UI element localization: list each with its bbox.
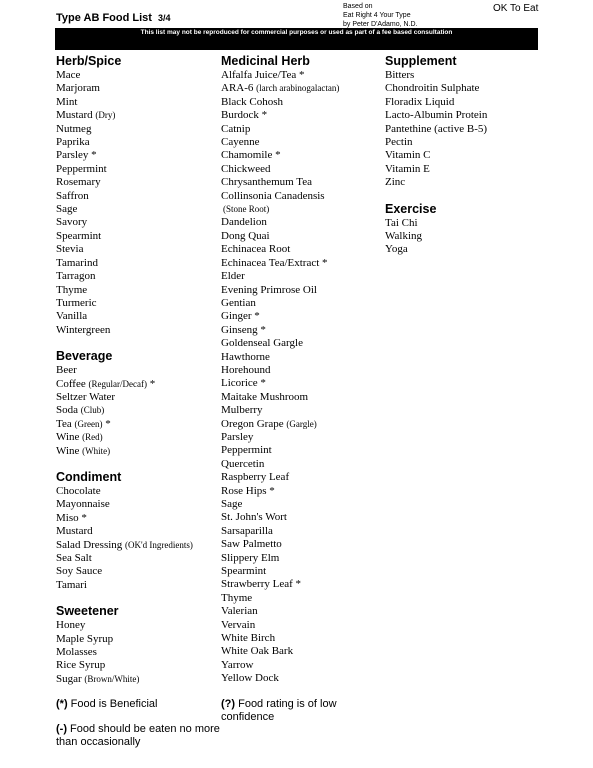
list-item	[221, 659, 381, 672]
book-title-line: Eat Right 4 Your Type	[343, 12, 411, 19]
item-name: Evening Primrose Oil	[221, 283, 317, 296]
item-name: Echinacea Tea/Extract *	[221, 256, 328, 269]
item-note: (Green)	[74, 418, 103, 429]
list-item	[221, 619, 381, 632]
list-exercise	[385, 217, 545, 257]
item-name: Marjoram	[56, 82, 100, 95]
list-item	[221, 149, 381, 162]
item-name: Stevia	[56, 243, 84, 256]
list-item	[221, 163, 381, 176]
item-name: Sage	[221, 498, 243, 510]
item-name: Burdock *	[221, 109, 268, 122]
list-item	[56, 230, 216, 243]
item-name: Turmeric	[56, 296, 97, 309]
item-note: (Club)	[80, 405, 105, 416]
list-item	[221, 578, 381, 591]
item-name: Goldenseal Gargle	[221, 337, 303, 350]
list-item	[56, 498, 216, 511]
item-name: Saw Palmetto	[221, 538, 282, 551]
list-item	[56, 378, 216, 391]
item-name: Paprika	[56, 136, 90, 149]
item-name: Pantethine (active B-5)	[385, 122, 488, 135]
list-item	[56, 257, 216, 270]
section-title-sweetener: Sweetener	[56, 604, 119, 619]
list-item	[221, 109, 381, 122]
item-note: (Stone Root)	[223, 204, 270, 215]
item-name: Maitake Mushroom	[221, 390, 309, 403]
list-item	[56, 391, 216, 404]
list-item	[385, 69, 545, 82]
list-item	[221, 605, 381, 618]
list-item	[56, 579, 216, 592]
item-beneficial-mark: *	[146, 377, 156, 390]
item-name: Hawthorne	[221, 350, 270, 363]
legend-symbol: (*)	[56, 698, 68, 711]
list-item	[221, 364, 381, 377]
list-item	[221, 418, 381, 431]
list-item	[56, 270, 216, 283]
section-title-herb-spice: Herb/Spice	[56, 54, 122, 68]
item-note: (larch arabinogalactan)	[256, 83, 340, 94]
item-name: Mace	[56, 69, 81, 81]
item-name: Raspberry Leaf	[221, 471, 290, 484]
rating-label: OK To Eat	[493, 3, 539, 14]
list-item	[221, 270, 381, 283]
list-item	[385, 109, 545, 122]
list-item	[221, 351, 381, 364]
list-medicinal-herb	[221, 69, 381, 686]
legend-text: Food is Beneficial	[67, 698, 158, 711]
list-item	[385, 96, 545, 109]
item-name: Seltzer Water	[56, 390, 116, 403]
list-item	[385, 163, 545, 176]
item-name: Collinsonia Canadensis	[221, 189, 325, 202]
section-title-exercise: Exercise	[385, 201, 437, 216]
list-item	[56, 659, 216, 672]
item-name: Tamari	[56, 578, 87, 591]
legend-text: Food rating is of low confidence	[221, 697, 337, 723]
list-item	[56, 163, 216, 176]
list-item	[221, 538, 381, 551]
item-name: Sugar	[56, 672, 82, 685]
item-name: Nutmeg	[56, 122, 92, 135]
list-item	[221, 485, 381, 498]
list-item	[56, 364, 216, 377]
list-item	[56, 404, 216, 417]
item-name: Peppermint	[56, 162, 107, 175]
list-item	[221, 176, 381, 189]
list-supplement	[385, 69, 545, 190]
list-item	[221, 552, 381, 565]
list-item	[56, 445, 216, 458]
list-item	[56, 418, 216, 431]
legend-symbol: (-)	[56, 723, 67, 736]
item-name: Mayonnaise	[56, 498, 110, 511]
list-item	[221, 123, 381, 136]
list-sweetener	[56, 619, 216, 686]
list-item	[56, 633, 216, 646]
list-item	[385, 217, 545, 230]
list-item	[56, 539, 216, 552]
list-item	[221, 377, 381, 390]
list-item	[221, 284, 381, 297]
item-note: (Red)	[82, 432, 103, 443]
list-item	[385, 176, 545, 189]
item-name: White Oak Bark	[221, 645, 294, 658]
item-name: Chocolate	[56, 484, 101, 497]
item-name: Vitamin E	[385, 162, 430, 175]
list-item	[56, 324, 216, 337]
legend-symbol: (?)	[221, 697, 236, 710]
legend-beneficial	[56, 698, 216, 711]
item-name: Tarragon	[56, 270, 96, 283]
item-name: Yellow Dock	[221, 672, 279, 685]
item-name: Mint	[56, 95, 78, 108]
column-2	[221, 53, 381, 724]
list-item	[385, 243, 545, 256]
item-note: (Dry)	[95, 110, 116, 121]
item-name: Horehound	[221, 363, 271, 376]
section-title-condiment: Condiment	[56, 469, 122, 484]
list-item	[221, 471, 381, 484]
item-name: Lacto-Albumin Protein	[385, 109, 488, 122]
list-item	[56, 109, 216, 122]
item-name: Vitamin C	[385, 149, 431, 162]
list-item	[221, 672, 381, 685]
list-item	[221, 632, 381, 645]
item-name: Miso *	[56, 511, 87, 524]
item-name: Licorice *	[221, 377, 266, 390]
list-item	[221, 69, 381, 82]
list-item	[221, 243, 381, 256]
item-name: ARA-6	[221, 82, 254, 95]
item-name: Black Cohosh	[221, 95, 284, 108]
item-name: St. John's Wort	[221, 511, 287, 524]
list-item	[221, 404, 381, 417]
item-name: Chamomile *	[221, 149, 281, 162]
item-name: Soy Sauce	[56, 565, 103, 578]
item-name: Chondroitin Sulphate	[385, 82, 480, 95]
item-name: Mustard	[56, 525, 93, 538]
column-3	[385, 53, 545, 257]
item-note: (Brown/White)	[84, 673, 140, 684]
based-on-line: Based on	[343, 3, 373, 10]
list-item	[221, 431, 381, 444]
list-item	[221, 203, 381, 216]
item-name: Ginseng *	[221, 323, 266, 336]
item-name: Honey	[56, 619, 86, 632]
item-name: Vervain	[221, 618, 256, 631]
item-name: Spearmint	[56, 229, 102, 242]
list-item	[56, 284, 216, 297]
list-item	[56, 552, 216, 565]
item-name: Dong Quai	[221, 229, 270, 242]
list-item	[221, 337, 381, 350]
item-name: Cayenne	[221, 136, 260, 149]
copyright-banner: This list may not be reproduced for commercial purposes or used as part of a fee based consultation	[55, 28, 538, 50]
title-text: Type AB Food List	[56, 12, 152, 24]
list-item	[56, 485, 216, 498]
list-item	[385, 136, 545, 149]
item-beneficial-mark: *	[102, 417, 111, 430]
item-name: Tamarind	[56, 256, 98, 269]
list-item	[56, 525, 216, 538]
list-item	[56, 673, 216, 686]
list-item	[385, 123, 545, 136]
item-name: Wintergreen	[56, 323, 111, 336]
item-name: Mustard	[56, 109, 93, 122]
list-item	[221, 324, 381, 337]
item-note: (Gargle)	[286, 418, 317, 429]
list-item	[221, 565, 381, 578]
list-beverage	[56, 364, 216, 458]
item-name: Strawberry Leaf *	[221, 578, 302, 591]
list-item	[221, 297, 381, 310]
list-item	[221, 391, 381, 404]
list-item	[56, 149, 216, 162]
item-name: Gentian	[221, 296, 256, 309]
item-name: Tea	[56, 417, 72, 430]
list-item	[56, 82, 216, 95]
list-item	[56, 619, 216, 632]
item-name: Tai Chi	[385, 216, 418, 229]
list-item	[56, 190, 216, 203]
item-name: Elder	[221, 270, 245, 283]
item-name: Mulberry	[221, 404, 263, 417]
item-name: Soda	[56, 404, 78, 417]
item-name: Chrysanthemum Tea	[221, 176, 312, 189]
list-item	[56, 565, 216, 578]
item-name: Salad Dressing	[56, 538, 123, 551]
list-item	[56, 646, 216, 659]
list-item	[221, 190, 381, 203]
item-name: Valerian	[221, 605, 258, 618]
item-name: Wine	[56, 444, 80, 457]
list-item	[56, 123, 216, 136]
list-item	[56, 203, 216, 216]
list-item	[56, 176, 216, 189]
item-name: Oregon Grape	[221, 417, 284, 430]
author-line: by Peter D'Adamo, N.D.	[343, 21, 418, 28]
page-number: 3/4	[157, 13, 171, 23]
item-name: Ginger *	[221, 310, 260, 323]
item-name: Beer	[56, 364, 77, 377]
legend-occasional	[56, 723, 226, 749]
item-name: Vanilla	[56, 310, 88, 323]
item-name: Parsley *	[56, 149, 97, 162]
item-name: Alfalfa Juice/Tea *	[221, 69, 305, 81]
item-name: Chickweed	[221, 162, 271, 175]
legend-text: Food should be eaten no more than occasionally	[56, 723, 220, 749]
source-credit	[343, 2, 417, 29]
item-name: Saffron	[56, 189, 89, 202]
item-name: Bitters	[385, 69, 415, 81]
list-item	[56, 310, 216, 323]
item-name: Echinacea Root	[221, 243, 291, 256]
item-name: Rose Hips *	[221, 484, 275, 497]
list-item	[221, 216, 381, 229]
item-name: Rice Syrup	[56, 659, 106, 672]
item-name: Floradix Liquid	[385, 95, 455, 108]
item-name: Sage	[56, 203, 78, 216]
list-item	[56, 69, 216, 82]
item-name: Sea Salt	[56, 552, 92, 564]
list-item	[385, 149, 545, 162]
list-item	[221, 444, 381, 457]
page-title	[56, 12, 170, 24]
item-name: Rosemary	[56, 176, 101, 189]
legend-low-confidence	[221, 698, 371, 724]
list-condiment	[56, 485, 216, 592]
section-title-medicinal-herb: Medicinal Herb	[221, 54, 310, 68]
item-name: Parsley	[221, 430, 254, 443]
item-note: (OK'd Ingredients)	[125, 539, 193, 550]
list-item	[221, 511, 381, 524]
column-1	[56, 53, 220, 749]
item-name: Quercetin	[221, 457, 265, 470]
item-name: White Birch	[221, 632, 276, 645]
list-item	[56, 297, 216, 310]
list-item	[221, 257, 381, 270]
item-name: Spearmint	[221, 565, 267, 578]
list-item	[221, 498, 381, 511]
item-name: Thyme	[221, 591, 253, 604]
list-item	[56, 243, 216, 256]
list-item	[221, 645, 381, 658]
list-item	[385, 230, 545, 243]
item-name: Zinc	[385, 176, 406, 189]
item-name: Yarrow	[221, 658, 254, 671]
list-item	[385, 82, 545, 95]
item-name: Maple Syrup	[56, 632, 114, 645]
item-name: Thyme	[56, 283, 88, 296]
list-item	[221, 310, 381, 323]
item-name: Walking	[385, 230, 422, 243]
list-item	[221, 230, 381, 243]
item-name: Yoga	[385, 243, 408, 256]
item-name: Savory	[56, 216, 88, 229]
item-name: Wine	[56, 431, 80, 444]
list-item	[221, 458, 381, 471]
item-name: Catnip	[221, 122, 251, 135]
list-item	[56, 96, 216, 109]
item-name: Coffee	[56, 377, 86, 390]
list-item	[221, 82, 381, 95]
list-herb-spice	[56, 69, 216, 337]
item-name: Pectin	[385, 136, 413, 149]
list-item	[221, 525, 381, 538]
list-item	[56, 431, 216, 444]
item-note: (Regular/Decaf)	[88, 378, 147, 389]
list-item	[56, 136, 216, 149]
list-item	[221, 136, 381, 149]
list-item	[56, 216, 216, 229]
list-item	[221, 592, 381, 605]
list-item	[56, 512, 216, 525]
list-item	[221, 96, 381, 109]
section-title-beverage: Beverage	[56, 349, 113, 364]
item-name: Peppermint	[221, 444, 272, 457]
item-name: Molasses	[56, 646, 97, 659]
item-name: Sarsaparilla	[221, 524, 273, 537]
section-title-supplement: Supplement	[385, 54, 457, 68]
item-name: Slippery Elm	[221, 551, 280, 564]
item-note: (White)	[82, 445, 111, 456]
item-name: Dandelion	[221, 216, 267, 229]
